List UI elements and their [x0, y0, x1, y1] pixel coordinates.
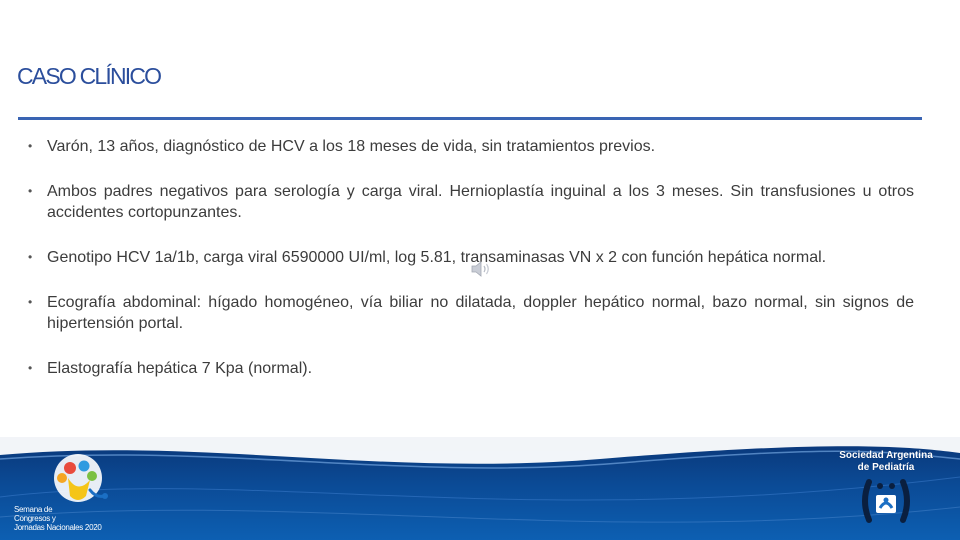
- speaker-icon[interactable]: [470, 259, 492, 279]
- footer-wave: [0, 437, 960, 540]
- bullet-text: Genotipo HCV 1a/1b, carga viral 6590000 UI/ml, log 5.81, transaminasas VN x 2 con función hepática normal.: [47, 249, 827, 266]
- bullet-item: [28, 292, 914, 334]
- bullet-text: Elastografía hepática 7 Kpa (normal).: [47, 360, 313, 377]
- bullet-marker: •: [28, 361, 33, 375]
- bullet-text: Ecografía abdominal: hígado homogéneo, vía biliar no dilatada, doppler hepático normal, bazo normal, sin signos de hipertensión portal.: [47, 294, 914, 332]
- bullet-text: Varón, 13 años, diagnóstico de HCV a los 18 meses de vida, sin tratamientos previos.: [47, 138, 656, 155]
- bullet-marker: •: [28, 139, 33, 153]
- bullet-item: [28, 181, 914, 223]
- slide-title: CASO CLÍNICO: [17, 63, 161, 89]
- bullet-item: [28, 136, 914, 157]
- title-divider: [18, 117, 922, 120]
- org-name: Sociedad Argentina de Pediatría: [839, 450, 933, 473]
- event-name: Semana de Congresos y Jornadas Nacionales 2020: [14, 505, 102, 532]
- org-logo: [830, 450, 942, 538]
- bullet-item: [28, 358, 914, 379]
- bullet-marker: •: [28, 250, 33, 264]
- bullet-marker: •: [28, 295, 33, 309]
- sap-logo-icon: [859, 478, 913, 524]
- bullet-text: Ambos padres negativos para serología y carga viral. Hernioplastía inguinal a los 3 meses. Sin transfusiones u otros accidentes cortopunzantes.: [47, 183, 914, 221]
- bullet-marker: •: [28, 184, 33, 198]
- footer-band: [0, 437, 960, 540]
